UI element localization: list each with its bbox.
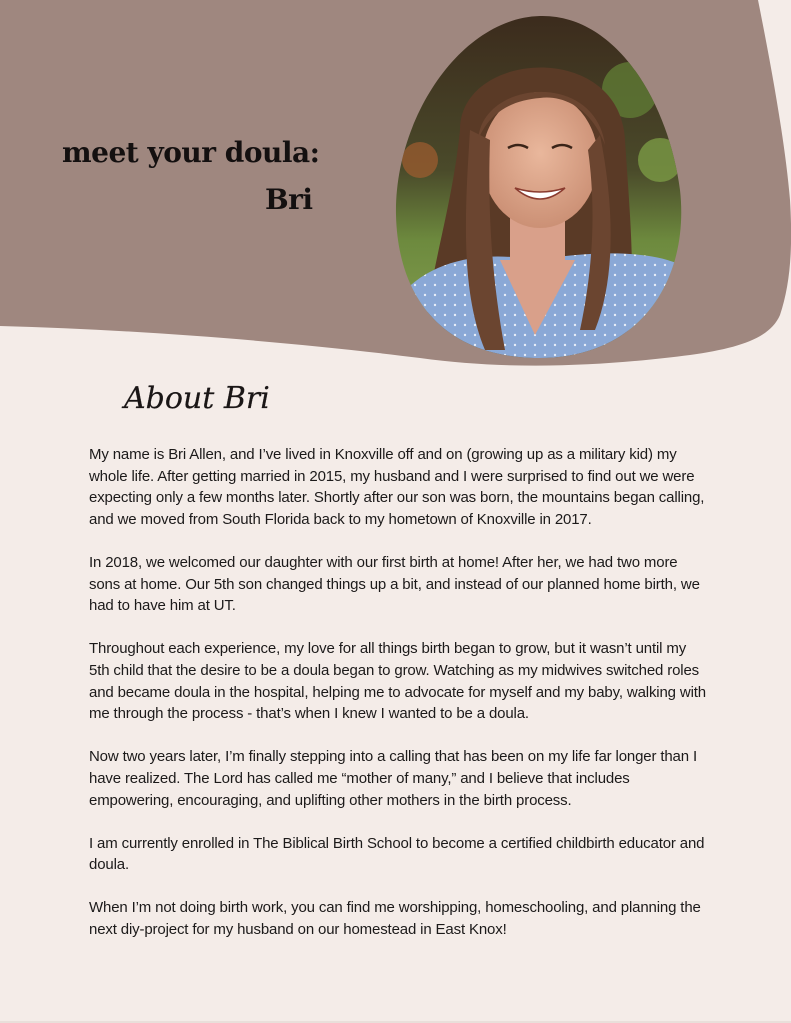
paragraph-education: I am currently enrolled in The Biblical Birth School to become a certified childbirth educator and doula. [89,834,705,874]
about-body [89,444,709,962]
doula-portrait-photo [390,10,690,365]
paragraph-intro: My name is Bri Allen, and I’ve lived in Knoxville off and on (growing up as a military kid) my whole life. After getting married in 2015, my husband and I were surprised to find out we were expecting only a few months later. Shortly after our son was born, the mountains began calling, and we moved from South Florida back to my hometown of Knoxville in 2017. [89,446,705,528]
about-heading-script [120,370,310,420]
page-title-name: Bri [265,183,313,216]
section-heading: About Bri [124,381,270,416]
paragraph-hobbies: When I’m not doing birth work, you can find me worshipping, homeschooling, and planning the next diy-project for my husband on our homestead in East Knox! [89,899,701,939]
paragraph-children: In 2018, we welcomed our daughter with our first birth at home! After her, we had two more sons at home. Our 5th son changed things up a bit, and instead of our planned home birth, we had to have him at UT. [89,553,700,615]
paragraph-calling: Throughout each experience, my love for all things birth began to grow, but it wasn’t until my 5th child that the desire to be a doula began to grow. Watching as my midwives switched roles and became doula in the hospital, helping me to advocate for myself and my baby, walking with me through the process - that’s when I knew I wanted to be a doula. [89,640,706,723]
page-title-line1: meet your doula: [62,136,320,169]
paragraph-now: Now two years later, I’m finally stepping into a calling that has been on my life far longer than I have realized. The Lord has called me “mother of many,” and I believe that includes empowering, encouraging, and uplifting other mothers in the birth process. [89,748,697,809]
